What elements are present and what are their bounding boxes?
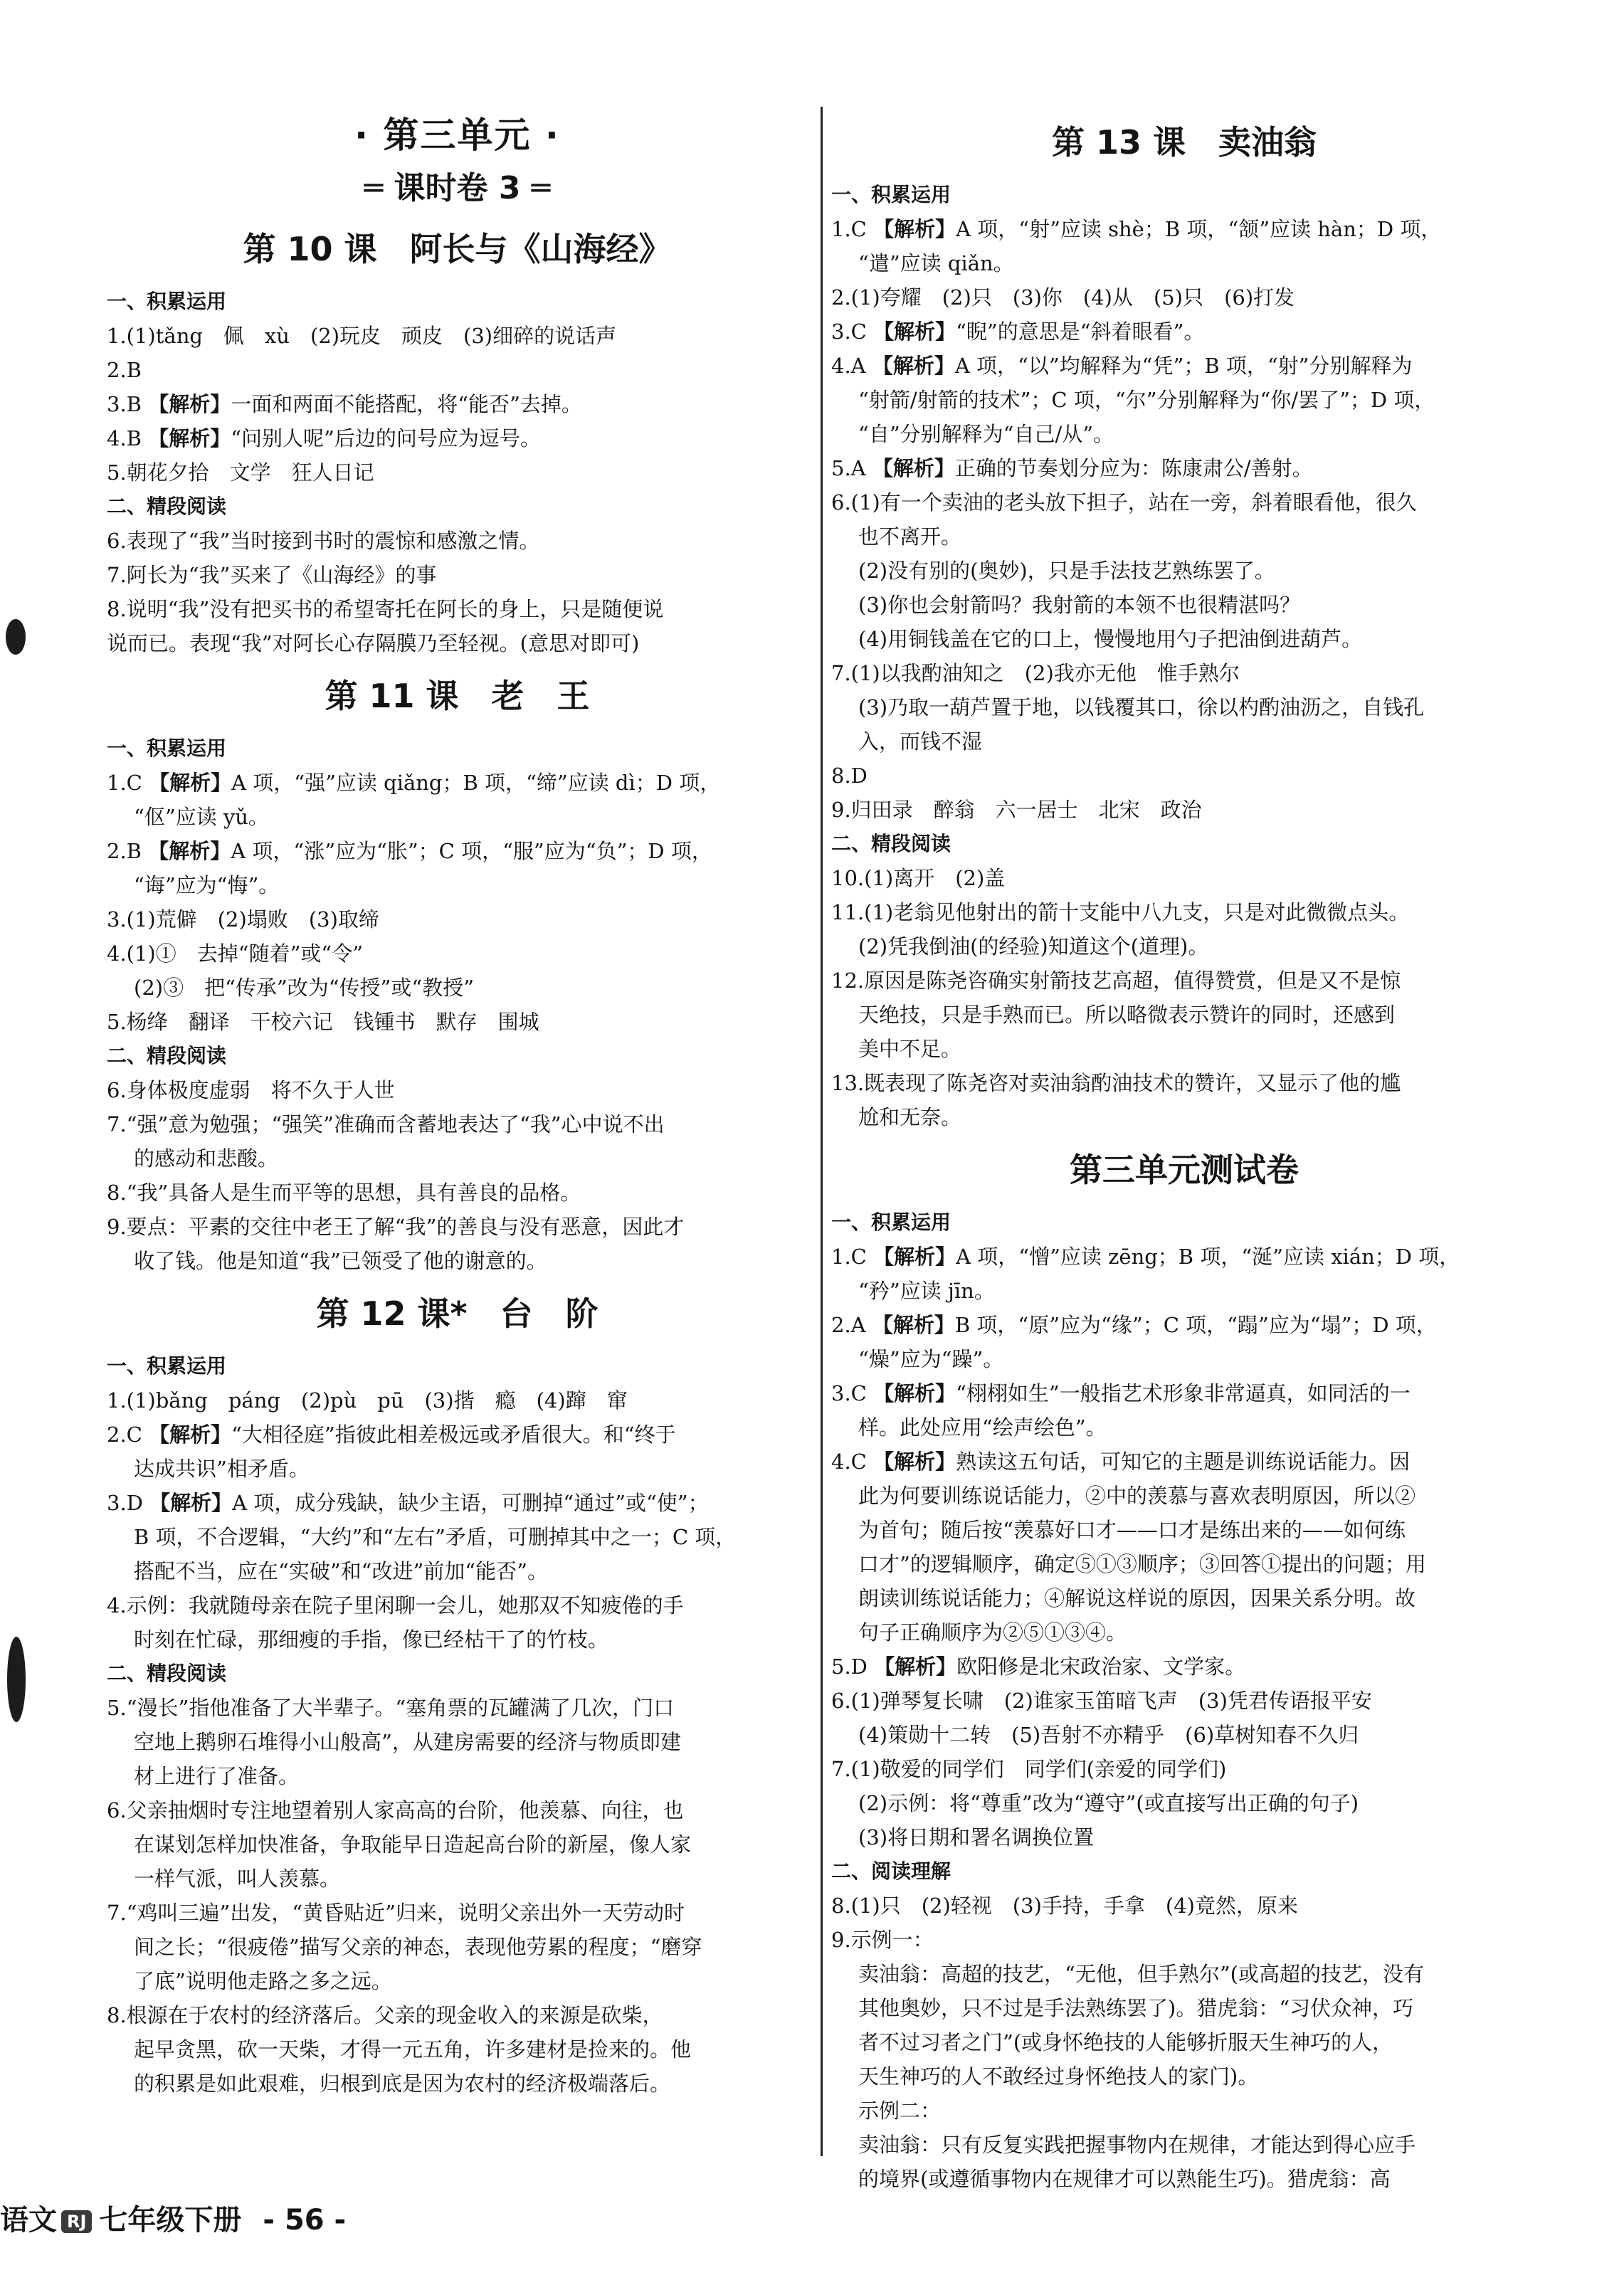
answer-line: 一样气派，叫人羡慕。 [134, 1867, 341, 1891]
answer-line: 1.C 【解析】A 项，“憎”应读 zēng；B 项，“涎”应读 xián；D 项， [831, 1245, 1460, 1269]
answer-line: 时刻在忙碌，那细瘦的手指，像已经枯干了的竹枝。 [134, 1627, 609, 1652]
lesson-title: 第 11 课 老 王 [325, 677, 590, 715]
section-heading: 二、精段阅读 [107, 1044, 227, 1067]
answer-line: 6.父亲抽烟时专注地望着别人家高高的台阶，他羡慕、向往，也 [107, 1798, 684, 1822]
answer-line: 6.(1)弹琴复长啸 (2)谁家玉笛暗飞声 (3)凭君传语报平安 [831, 1689, 1372, 1713]
answer-line: (2)没有别的(奥妙)，只是手法技艺熟练罢了。 [858, 559, 1275, 583]
analysis-tag: 【解析】 [148, 392, 231, 416]
section-heading: 二、精段阅读 [107, 495, 227, 518]
analysis-tag: 【解析】 [872, 1313, 955, 1337]
page-number: - 56 - [263, 2204, 347, 2237]
answer-line: 口才”的逻辑顺序，确定⑤①③顺序；③回答①提出的问题；用 [858, 1552, 1426, 1576]
answer-line: 4.A 【解析】A 项，“以”均解释为“凭”；B 项，“射”分别解释为 [831, 354, 1413, 378]
analysis-tag: 【解析】 [873, 217, 956, 241]
answer-line: 收了钱。他是知道“我”已领受了他的谢意的。 [134, 1249, 547, 1273]
section-heading: 一、积累运用 [107, 737, 227, 760]
answer-line: 8.说明“我”没有把买书的希望寄托在阿长的身上，只是随便说 [107, 597, 664, 621]
answer-line: 4.(1)① 去掉“随着”或“令” [107, 941, 364, 966]
answer-line: 空地上鹅卵石堆得小山般高”，从建房需要的经济与物质即建 [134, 1730, 681, 1754]
answer-line: 8.根源在于农村的经济落后。父亲的现金收入的来源是砍柴， [107, 2003, 663, 2027]
answer-line: 2.(1)夸耀 (2)只 (3)你 (4)从 (5)只 (6)打发 [831, 285, 1295, 310]
answer-line: 5.“漫长”指他准备了大半辈子。“塞角票的瓦罐满了几次，门口 [107, 1696, 675, 1720]
answer-line: 10.(1)离开 (2)盖 [831, 866, 1006, 890]
analysis-tag: 【解析】 [149, 771, 232, 795]
answer-line: 6.身体极度虚弱 将不久于人世 [107, 1078, 395, 1102]
answer-line: 在谋划怎样加快准备，争取能早日造起高台阶的新屋，像人家 [134, 1832, 692, 1857]
answer-line: 1.(1)tǎng 佩 xù (2)玩皮 顽皮 (3)细碎的说话声 [107, 324, 617, 348]
answer-line: 7.(1)敬爱的同学们 同学们(亲爱的同学们) [831, 1757, 1227, 1781]
analysis-tag: 【解析】 [873, 1245, 956, 1269]
analysis-tag: 【解析】 [873, 320, 956, 344]
answer-line: 9.要点：平素的交往中老王了解“我”的善良与没有恶意，因此才 [107, 1215, 685, 1239]
answer-line: 5.朝花夕拾 文学 狂人日记 [107, 460, 374, 485]
answer-line: 朗读训练说话能力；④解说这样说的原因，因果关系分明。故 [858, 1586, 1416, 1610]
answer-line: “射箭/射箭的技术”；C 项，“尔”分别解释为“你/罢了”；D 项， [858, 388, 1435, 412]
analysis-tag: 【解析】 [148, 426, 231, 450]
section-heading: 二、阅读理解 [831, 1859, 951, 1883]
answer-line: 13.既表现了陈尧咨对卖油翁酌油技术的赞许，又显示了他的尴 [831, 1071, 1401, 1095]
answer-line: 11.(1)老翁见他射出的箭十支能中八九支，只是对此微微点头。 [831, 900, 1410, 924]
answer-line: 间之长；“很疲倦”描写父亲的神态，表现他劳累的程度；“磨穿 [134, 1935, 702, 1959]
lesson-title: 第 10 课 阿长与《山海经》 [243, 230, 672, 268]
unit-title: · 第三单元 · [354, 115, 560, 156]
answer-line: 搭配不当，应在“实破”和“改进”前加“能否”。 [134, 1559, 548, 1583]
lesson-title: 第 12 课* 台 阶 [316, 1294, 599, 1333]
left-column [107, 107, 808, 2101]
section-heading: 二、精段阅读 [107, 1662, 227, 1685]
answer-line: (3)乃取一葫芦置于地，以钱覆其口，徐以杓酌油沥之，自钱孔 [858, 695, 1425, 719]
answer-line: 此为何要训练说话能力，②中的羡慕与喜欢表明原因，所以② [858, 1484, 1416, 1508]
test-title: 第三单元测试卷 [1070, 1151, 1299, 1189]
answer-line: 3.D 【解析】A 项，成分残缺，缺少主语，可删掉“通过”或“使”； [107, 1491, 709, 1515]
analysis-tag: 【解析】 [873, 1450, 956, 1474]
answer-line: 材上进行了准备。 [134, 1764, 300, 1788]
answer-line: 2.A 【解析】B 项，“原”应为“缘”；C 项，“蹋”应为“塌”；D 项， [831, 1313, 1437, 1337]
answer-line: 5.D 【解析】欧阳修是北宋政治家、文学家。 [831, 1654, 1246, 1679]
answer-line: 9.示例一： [831, 1928, 934, 1952]
column-divider [821, 107, 823, 2156]
answer-line: 达成共识”相矛盾。 [134, 1457, 310, 1481]
answer-line: 7.阿长为“我”买来了《山海经》的事 [107, 563, 437, 587]
answer-line: 了底”说明他走路之多之远。 [134, 1969, 392, 1993]
answer-line: 说而已。表现“我”对阿长心存隔膜乃至轻视。(意思对即可) [107, 631, 640, 655]
analysis-tag: 【解析】 [872, 354, 955, 378]
answer-line: 1.(1)bǎng páng (2)pù pū (3)揩 瘾 (4)蹿 窜 [107, 1388, 628, 1413]
answer-line: 天生神巧的人不敢经过身怀绝技人的家门)。 [858, 2064, 1259, 2089]
answer-line: 入，而钱不湿 [858, 729, 983, 754]
analysis-tag: 【解析】 [874, 1654, 957, 1679]
answer-line: 8.D [831, 764, 868, 788]
answer-line: 3.(1)荒僻 (2)塌败 (3)取缔 [107, 907, 379, 931]
answer-line: 者不过习者之门”(或身怀绝技的人能够折服天生神巧的人， [858, 2030, 1393, 2054]
answer-line: 的境界(或遵循事物内在规律才可以熟能生巧)。猎虎翁：高 [858, 2167, 1391, 2191]
answer-line: 8.(1)只 (2)轻视 (3)手持，手拿 (4)竟然，原来 [831, 1894, 1298, 1918]
answer-line: 4.B 【解析】“问别人呢”后边的问号应为逗号。 [107, 426, 541, 450]
answer-line: (3)将日期和署名调换位置 [858, 1825, 1095, 1849]
answer-line: 美中不足。 [858, 1037, 962, 1061]
answer-line: 1.C 【解析】A 项，“强”应读 qiǎng；B 项，“缔”应读 dì；D 项， [107, 771, 721, 795]
answer-line: 1.C 【解析】A 项，“射”应读 shè；B 项，“颔”应读 hàn；D 项， [831, 217, 1442, 241]
answer-line: 12.原因是陈尧咨确实射箭技艺高超，值得赞赏，但是又不是惊 [831, 968, 1401, 993]
ink-mark [7, 1637, 26, 1722]
answer-line: 卖油翁：只有反复实践把握事物内在规律，才能达到得心应手 [858, 2133, 1416, 2157]
answer-line: 3.C 【解析】“睨”的意思是“斜着眼看”。 [831, 320, 1205, 344]
analysis-tag: 【解析】 [873, 1381, 956, 1405]
analysis-tag: 【解析】 [148, 839, 231, 863]
answer-line: 7.“鸡叫三遍”出发，“黄昏贴近”归来，说明父亲出外一天劳动时 [107, 1901, 685, 1925]
answer-line: (2)③ 把“传承”改为“传授”或“教授” [134, 976, 475, 1000]
answer-line: “诲”应为“悔”。 [134, 873, 280, 897]
answer-line: 8.“我”具备人是生而平等的思想，具有善良的品格。 [107, 1181, 581, 1205]
answer-line: 2.B [107, 358, 142, 382]
answer-line: 尬和无奈。 [858, 1105, 962, 1129]
right-column [831, 107, 1537, 2196]
analysis-tag: 【解析】 [149, 1422, 232, 1447]
answer-line: 4.示例：我就随母亲在院子里闲聊一会儿，她那双不知疲倦的手 [107, 1593, 684, 1617]
ink-mark [6, 619, 26, 655]
answer-line: “遣”应读 qiǎn。 [858, 251, 1014, 275]
lesson-title: 第 13 课 卖油翁 [1051, 123, 1317, 162]
edition-badge: RJ [61, 2210, 92, 2233]
answer-line: 其他奥妙，只不过是手法熟练罢了)。猎虎翁：“习伏众神，巧 [858, 1996, 1414, 2020]
answer-line: 示例二： [858, 2099, 942, 2123]
answer-line: 样。此处应用“绘声绘色”。 [858, 1415, 1107, 1440]
answer-line: 6.表现了“我”当时接到书时的震惊和感激之情。 [107, 529, 540, 553]
sub-title: ═ 课时卷 3 ═ [364, 170, 551, 206]
section-heading: 一、积累运用 [831, 183, 951, 206]
answer-line: 卖油翁：高超的技艺，“无他，但手熟尔”(或高超的技艺，没有 [858, 1962, 1424, 1986]
answer-line: 起早贪黑，砍一天柴，才得一元五角，许多建材是捡来的。他 [134, 2037, 692, 2062]
answer-line: 为首句；随后按“羡慕好口才——口才是练出来的——如何练 [858, 1518, 1406, 1542]
section-heading: 一、积累运用 [107, 1354, 227, 1378]
answer-line: “燥”应为“躁”。 [858, 1347, 1004, 1371]
answer-line: 3.B 【解析】一面和两面不能搭配，将“能否”去掉。 [107, 392, 582, 416]
subject-label: 语文 [0, 2204, 57, 2237]
answer-line: “自”分别解释为“自己/从”。 [858, 422, 1114, 446]
section-heading: 一、积累运用 [107, 290, 227, 313]
answer-line: (4)策勋十二转 (5)吾射不亦精乎 (6)草树知春不久归 [858, 1723, 1359, 1747]
answer-line: (4)用铜钱盖在它的口上，慢慢地用勺子把油倒进葫芦。 [858, 627, 1363, 651]
answer-line: 5.A 【解析】正确的节奏划分应为：陈康肃公/善射。 [831, 456, 1313, 480]
answer-line: B 项，不合逻辑，“大约”和“左右”矛盾，可删掉其中之一；C 项， [134, 1525, 737, 1549]
answer-line: 3.C 【解析】“栩栩如生”一般指艺术形象非常逼真，如同活的一 [831, 1381, 1411, 1405]
analysis-tag: 【解析】 [149, 1491, 233, 1515]
answer-line: 5.杨绛 翻译 干校六记 钱锺书 默存 围城 [107, 1010, 539, 1034]
grade-label: 七年级下册 [99, 2204, 242, 2237]
answer-line: 句子正确顺序为②⑤①③④。 [858, 1620, 1127, 1645]
answer-line: 也不离开。 [858, 524, 962, 549]
answer-line: 2.C 【解析】“大相径庭”指彼此相差极远或矛盾很大。和“终于 [107, 1422, 676, 1447]
answer-line: (2)示例：将“尊重”改为“遵守”(或直接写出正确的句子) [858, 1791, 1359, 1815]
section-heading: 二、精段阅读 [831, 832, 951, 855]
answer-line: 的积累是如此艰难，归根到底是因为农村的经济极端落后。 [134, 2071, 671, 2096]
answer-line: 的感动和悲酸。 [134, 1146, 279, 1171]
answer-line: 7.“强”意为勉强；“强笑”准确而含蓄地表达了“我”心中说不出 [107, 1112, 665, 1136]
answer-line: 天绝技，只是手熟而已。所以略微表示赞许的同时，还感到 [858, 1003, 1396, 1027]
answer-line: 6.(1)有一个卖油的老头放下担子，站在一旁，斜着眼看他，很久 [831, 490, 1417, 514]
answer-line: 4.C 【解析】熟读这五句话，可知它的主题是训练说话能力。因 [831, 1450, 1411, 1474]
section-heading: 一、积累运用 [831, 1210, 951, 1234]
answer-line: “伛”应读 yǔ。 [134, 805, 269, 829]
answer-line: 9.归田录 醉翁 六一居士 北宋 政治 [831, 798, 1202, 822]
answer-line: (2)凭我倒油(的经验)知道这个(道理)。 [858, 934, 1209, 959]
answer-line: “矜”应读 jīn。 [858, 1279, 995, 1303]
page-footer [0, 2202, 346, 2238]
answer-line: (3)你也会射箭吗？我射箭的本领不也很精湛吗？ [858, 593, 1301, 617]
answer-line: 7.(1)以我酌油知之 (2)我亦无他 惟手熟尔 [831, 661, 1240, 685]
analysis-tag: 【解析】 [872, 456, 955, 480]
answer-line: 2.B 【解析】A 项，“涨”应为“胀”；C 项，“服”应为“负”；D 项， [107, 839, 712, 863]
